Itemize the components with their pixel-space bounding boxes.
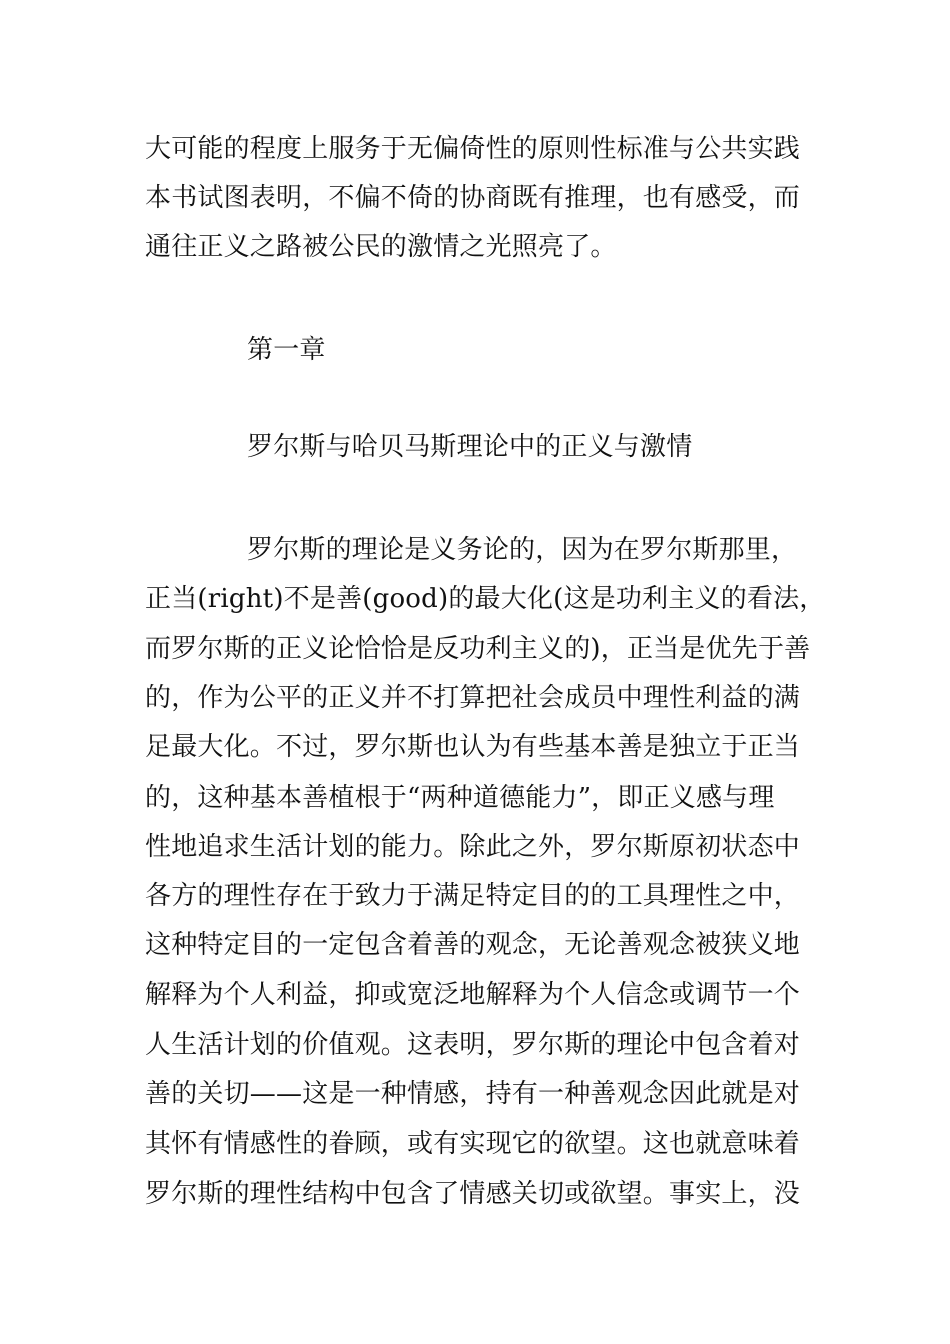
- body-line: 解释为个人利益，抑或宽泛地解释为个人信念或调节一个: [145, 980, 801, 1010]
- body-line: 的，这种基本善植根于“两种道德能力”，即正义感与理: [145, 783, 775, 813]
- body-line: 善的关切——这是一种情感，持有一种善观念因此就是对: [145, 1079, 801, 1109]
- intro-line: 大可能的程度上服务于无偏倚性的原则性标准与公共实践: [145, 134, 801, 164]
- body-line: 这种特定目的一定包含着善的观念，无论善观念被狭义地: [145, 930, 801, 960]
- body-line: 正当(right)不是善(good)的最大化(这是功利主义的看法，: [145, 584, 826, 614]
- chapter-label: 第一章: [247, 335, 326, 365]
- body-line: 其怀有情感性的眷顾，或有实现它的欲望。这也就意味着: [145, 1129, 801, 1159]
- body-line: 罗尔斯的理论是义务论的，因为在罗尔斯那里，: [247, 535, 798, 565]
- body-line: 罗尔斯的理性结构中包含了情感关切或欲望。事实上，没: [145, 1179, 801, 1209]
- body-line: 的，作为公平的正义并不打算把社会成员中理性利益的满: [145, 683, 801, 713]
- body-line: 性地追求生活计划的能力。除此之外，罗尔斯原初状态中: [145, 832, 801, 862]
- body-line: 而罗尔斯的正义论恰恰是反功利主义的)，正当是优先于善: [145, 634, 811, 664]
- intro-line: 本书试图表明，不偏不倚的协商既有推理，也有感受，而: [145, 183, 801, 213]
- intro-line: 通往正义之路被公民的激情之光照亮了。: [145, 232, 617, 262]
- chapter-title: 罗尔斯与哈贝马斯理论中的正义与激情: [247, 432, 693, 462]
- body-line: 人生活计划的价值观。这表明，罗尔斯的理论中包含着对: [145, 1030, 801, 1060]
- body-line: 足最大化。不过，罗尔斯也认为有些基本善是独立于正当: [145, 732, 801, 762]
- body-line: 各方的理性存在于致力于满足特定目的的工具理性之中，: [145, 881, 801, 911]
